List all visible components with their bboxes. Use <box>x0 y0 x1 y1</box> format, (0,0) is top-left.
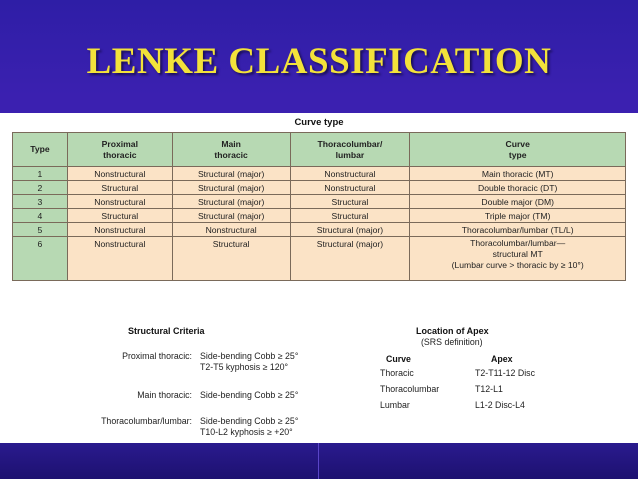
cell-main: Structural (major) <box>172 209 290 223</box>
curve-line: Thoracolumbar/lumbar— <box>470 238 566 248</box>
apex-curve: Thoracic <box>380 368 414 378</box>
cell-main: Structural <box>172 237 290 281</box>
cell-main: Structural (major) <box>172 181 290 195</box>
table-row <box>13 181 626 195</box>
table-row <box>13 195 626 209</box>
cell-thoracolumbar: Structural <box>290 209 410 223</box>
apex-value: T2-T11-12 Disc <box>475 368 535 378</box>
cell-thoracolumbar: Nonstructural <box>290 167 410 181</box>
header-main: Main thoracic <box>172 133 290 167</box>
apex-subtitle: (SRS definition) <box>421 337 483 347</box>
cell-type: 6 <box>13 237 68 281</box>
cell-main: Structural (major) <box>172 167 290 181</box>
criteria-value: Side-bending Cobb ≥ 25° T10-L2 kyphosis ≥ +20° <box>200 416 299 437</box>
cell-proximal: Structural <box>67 209 172 223</box>
table-header-row <box>13 133 626 167</box>
cell-thoracolumbar: Nonstructural <box>290 181 410 195</box>
cell-curve-type <box>410 237 626 281</box>
structural-criteria-title: Structural Criteria <box>128 326 205 336</box>
curve-line: structural MT <box>492 249 543 259</box>
slide-title: LENKE CLASSIFICATION <box>86 41 552 82</box>
table-caption: Curve type <box>294 117 344 128</box>
table-row <box>13 237 626 281</box>
footer-bar <box>0 443 638 479</box>
table-row <box>13 223 626 237</box>
cell-curve-type: Double major (DM) <box>410 195 626 209</box>
apex-curve: Lumbar <box>380 400 410 410</box>
apex-title: Location of Apex <box>416 326 489 336</box>
criteria-label: Thoracolumbar/lumbar: <box>101 416 192 426</box>
table-row <box>13 167 626 181</box>
criteria-value: Side-bending Cobb ≥ 25° T2-T5 kyphosis ≥ 120° <box>200 351 299 372</box>
criteria-value: Side-bending Cobb ≥ 25° <box>200 390 299 400</box>
criteria-label: Main thoracic: <box>137 390 192 400</box>
apex-value: L1-2 Disc-L4 <box>475 400 525 410</box>
criteria-thoracolumbar <box>30 416 350 440</box>
table-row <box>13 209 626 223</box>
header-type: Type <box>13 133 68 167</box>
criteria-proximal <box>30 351 350 375</box>
cell-type: 5 <box>13 223 68 237</box>
cell-thoracolumbar: Structural <box>290 195 410 209</box>
header-proximal: Proximal thoracic <box>67 133 172 167</box>
apex-col-apex: Apex <box>491 354 513 364</box>
curve-line: (Lumbar curve > thoracic by ≥ 10°) <box>451 260 584 270</box>
cell-thoracolumbar: Structural (major) <box>290 237 410 281</box>
criteria-main <box>30 390 350 402</box>
cell-proximal: Nonstructural <box>67 237 172 281</box>
cell-main: Nonstructural <box>172 223 290 237</box>
cell-type: 1 <box>13 167 68 181</box>
apex-curve: Thoracolumbar <box>380 384 440 394</box>
lenke-table <box>12 132 626 281</box>
cell-type: 4 <box>13 209 68 223</box>
apex-col-curve: Curve <box>386 354 411 364</box>
cell-type: 2 <box>13 181 68 195</box>
cell-thoracolumbar: Structural (major) <box>290 223 410 237</box>
cell-type: 3 <box>13 195 68 209</box>
cell-proximal: Nonstructural <box>67 223 172 237</box>
cell-curve-type: Double thoracic (DT) <box>410 181 626 195</box>
criteria-label: Proximal thoracic: <box>122 351 192 361</box>
cell-proximal: Structural <box>67 181 172 195</box>
header-thoracolumbar: Thoracolumbar/ lumbar <box>290 133 410 167</box>
cell-proximal: Nonstructural <box>67 195 172 209</box>
cell-curve-type: Triple major (TM) <box>410 209 626 223</box>
cell-curve-type: Main thoracic (MT) <box>410 167 626 181</box>
cell-main: Structural (major) <box>172 195 290 209</box>
apex-value: T12-L1 <box>475 384 503 394</box>
header-curve-type: Curve type <box>410 133 626 167</box>
cell-proximal: Nonstructural <box>67 167 172 181</box>
footer-divider <box>318 443 319 479</box>
cell-curve-type: Thoracolumbar/lumbar (TL/L) <box>410 223 626 237</box>
